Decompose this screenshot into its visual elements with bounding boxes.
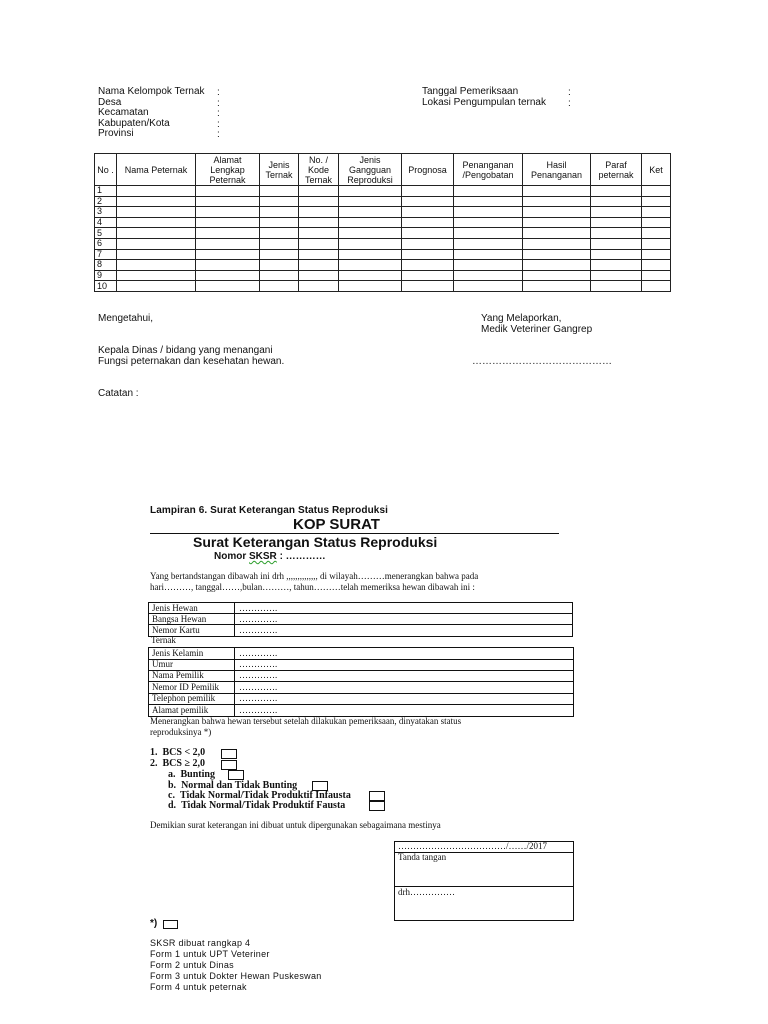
sub-letter: b. xyxy=(168,780,177,791)
table-row xyxy=(95,270,671,281)
label-tanggal-pemeriksaan: Tanggal Pemeriksaan xyxy=(422,86,519,97)
intro-line1: Yang bertandstangan dibawah ini drh ,,,,,,,,,,,,,, di wilayah………menerangkan bahwa pada xyxy=(150,571,479,581)
bcs-2-checkbox[interactable] xyxy=(221,760,237,770)
table-cell[interactable] xyxy=(523,281,591,292)
sub-a-checkbox[interactable] xyxy=(228,770,244,780)
footer-line: Form 3 untuk Dokter Hewan Puskeswan xyxy=(150,971,322,981)
label-kabupaten: Kabupaten/Kota xyxy=(98,117,170,129)
table-cell[interactable] xyxy=(299,260,339,271)
table-row xyxy=(95,228,671,239)
table-cell[interactable] xyxy=(454,217,523,228)
row-number: 10 xyxy=(95,281,117,292)
table-cell[interactable] xyxy=(523,238,591,249)
colon: : xyxy=(217,118,220,130)
table-cell[interactable] xyxy=(299,238,339,249)
table-cell[interactable] xyxy=(454,260,523,271)
table-cell[interactable] xyxy=(339,281,402,292)
table-cell[interactable] xyxy=(454,207,523,218)
table-cell[interactable] xyxy=(196,186,260,197)
field-value: …………. xyxy=(239,705,278,715)
field-table-top xyxy=(148,602,573,637)
col-header-prognosa: Prognosa xyxy=(402,154,454,186)
table-cell[interactable] xyxy=(117,238,196,249)
table-cell[interactable] xyxy=(642,238,671,249)
table-cell[interactable] xyxy=(339,186,402,197)
signature-date: ………………………………/……/2017 xyxy=(398,841,548,851)
table-cell[interactable] xyxy=(523,207,591,218)
table-cell[interactable] xyxy=(402,260,454,271)
table-cell[interactable] xyxy=(402,270,454,281)
colon: : xyxy=(217,129,220,141)
table-row xyxy=(95,260,671,271)
table-cell[interactable] xyxy=(299,186,339,197)
footer-line: Form 4 untuk peternak xyxy=(150,982,247,992)
field-label: Nemor ID Pemilik xyxy=(152,682,219,692)
table-cell[interactable] xyxy=(523,228,591,239)
row-number: 2 xyxy=(95,196,117,207)
colon: : xyxy=(217,108,220,120)
table-cell[interactable] xyxy=(299,196,339,207)
table-cell[interactable] xyxy=(402,238,454,249)
field-rule xyxy=(149,704,573,705)
nomor-word: SKSR xyxy=(249,551,277,562)
table-cell[interactable] xyxy=(196,207,260,218)
table-cell[interactable] xyxy=(591,217,642,228)
label-lokasi-pengumpulan: Lokasi Pengumpulan ternak xyxy=(422,96,546,108)
col-header-gangguan: Jenis Gangguan Reproduksi xyxy=(339,154,402,186)
table-cell[interactable] xyxy=(454,281,523,292)
sub-label: Tidak Normal/Tidak Produktif Infausta xyxy=(179,790,351,801)
table-cell[interactable] xyxy=(260,196,299,207)
kepala-dinas-line2: Fungsi peternakan dan kesehatan hewan. xyxy=(98,356,285,367)
table-cell[interactable] xyxy=(402,228,454,239)
table-cell[interactable] xyxy=(591,281,642,292)
row-number: 3 xyxy=(95,207,117,218)
row-number: 7 xyxy=(95,249,117,260)
field-value: …………. xyxy=(239,625,278,635)
sub-letter: a. xyxy=(168,769,176,780)
table-row xyxy=(95,281,671,292)
table-cell[interactable] xyxy=(454,196,523,207)
field-value: …………. xyxy=(239,682,278,692)
table-cell[interactable] xyxy=(454,186,523,197)
table-cell[interactable] xyxy=(339,196,402,207)
table-cell[interactable] xyxy=(523,249,591,260)
row-number: 5 xyxy=(95,228,117,239)
table-cell[interactable] xyxy=(117,196,196,207)
field-value: …………. xyxy=(239,614,278,624)
col-header-paraf: Paraf peternak xyxy=(591,154,642,186)
table-cell[interactable] xyxy=(454,270,523,281)
label-kecamatan: Kecamatan xyxy=(98,107,149,119)
colon: : xyxy=(217,97,220,109)
sksr-title: Surat Keterangan Status Reproduksi xyxy=(193,534,438,550)
table-cell[interactable] xyxy=(196,228,260,239)
table-cell[interactable] xyxy=(117,217,196,228)
row-number: 9 xyxy=(95,270,117,281)
table-cell[interactable] xyxy=(642,207,671,218)
tanda-tangan-label: Tanda tangan xyxy=(398,852,447,862)
mengetahui-label: Mengetahui, xyxy=(98,313,154,324)
table-row xyxy=(95,207,671,218)
table-cell[interactable] xyxy=(299,281,339,292)
col-header-ket: Ket xyxy=(642,154,671,186)
field-value: …………. xyxy=(239,670,278,680)
field-label: Nama Pemilik xyxy=(152,670,204,680)
col-header-penanganan: Penanganan /Pengobatan xyxy=(454,154,523,186)
table-cell[interactable] xyxy=(117,228,196,239)
table-cell[interactable] xyxy=(454,228,523,239)
table-cell[interactable] xyxy=(523,217,591,228)
table-cell[interactable] xyxy=(454,238,523,249)
table-cell[interactable] xyxy=(299,249,339,260)
field-label: Nemor Kartu xyxy=(152,625,200,635)
table-cell[interactable] xyxy=(642,260,671,271)
table-cell[interactable] xyxy=(117,270,196,281)
sub-letter: c. xyxy=(168,790,175,801)
field-value: …………. xyxy=(239,648,278,658)
table-cell[interactable] xyxy=(117,186,196,197)
field-rule xyxy=(149,624,572,625)
label-provinsi: Provinsi xyxy=(98,128,134,140)
catatan-label: Catatan : xyxy=(98,388,139,399)
table-cell[interactable] xyxy=(402,207,454,218)
drh-label: drh…………… xyxy=(398,887,455,897)
sksr-nomor xyxy=(214,551,326,562)
col-header-alamat: Alamat Lengkap Peternak xyxy=(196,154,260,186)
bcs-option-1 xyxy=(150,747,205,758)
table-cell[interactable] xyxy=(260,228,299,239)
table-cell[interactable] xyxy=(642,186,671,197)
table-cell[interactable] xyxy=(591,238,642,249)
bcs-label: BCS ≥ 2,0 xyxy=(162,758,205,769)
table-cell[interactable] xyxy=(117,207,196,218)
signature-box xyxy=(394,841,574,921)
table-header-row xyxy=(95,154,671,186)
col-header-nama-peternak: Nama Peternak xyxy=(117,154,196,186)
field-label-continued: Ternak xyxy=(151,635,176,645)
field-label: Bangsa Hewan xyxy=(152,614,207,624)
table-row xyxy=(95,186,671,197)
table-cell[interactable] xyxy=(196,270,260,281)
sub-label: Normal dan Tidak Bunting xyxy=(181,780,298,791)
col-header-jenis-ternak: Jenis Ternak xyxy=(260,154,299,186)
note-checkbox[interactable] xyxy=(163,920,178,929)
table-cell[interactable] xyxy=(642,270,671,281)
table-cell[interactable] xyxy=(591,186,642,197)
footer-line: Form 1 untuk UPT Veteriner xyxy=(150,949,270,959)
sub-label: Tidak Normal/Tidak Produktif Fausta xyxy=(181,800,346,811)
table-cell[interactable] xyxy=(591,260,642,271)
colon: : xyxy=(568,87,571,98)
table-cell[interactable] xyxy=(196,238,260,249)
sub-c-checkbox[interactable] xyxy=(369,791,385,801)
table-cell[interactable] xyxy=(196,260,260,271)
nomor-prefix: Nomor xyxy=(214,551,249,562)
table-cell[interactable] xyxy=(523,260,591,271)
table-cell[interactable] xyxy=(260,249,299,260)
field-rule xyxy=(149,613,572,614)
table-cell[interactable] xyxy=(402,281,454,292)
table-cell[interactable] xyxy=(642,249,671,260)
field-label: Umur xyxy=(152,659,173,669)
label-desa: Desa xyxy=(98,96,122,108)
table-cell[interactable] xyxy=(196,249,260,260)
table-cell[interactable] xyxy=(591,270,642,281)
row-number: 4 xyxy=(95,217,117,228)
table-cell[interactable] xyxy=(339,238,402,249)
table-cell[interactable] xyxy=(402,196,454,207)
field-label: Jenis Hewan xyxy=(152,603,198,613)
signature-dots: …………………………………… xyxy=(472,356,612,367)
field-label: Telephon pemilik xyxy=(152,693,216,703)
table-cell[interactable] xyxy=(523,196,591,207)
table-cell[interactable] xyxy=(339,228,402,239)
table-cell[interactable] xyxy=(642,228,671,239)
field-value: …………. xyxy=(239,693,278,703)
statement-line2: reproduksinya *) xyxy=(150,727,212,737)
nomor-suffix: : ………… xyxy=(276,551,326,562)
table-cell[interactable] xyxy=(260,260,299,271)
field-label: Jenis Kelamin xyxy=(152,648,204,658)
table-cell[interactable] xyxy=(117,249,196,260)
yang-melaporkan-label: Yang Melaporkan, xyxy=(481,313,562,324)
table-cell[interactable] xyxy=(523,186,591,197)
field-divider xyxy=(234,603,235,636)
table-cell[interactable] xyxy=(339,207,402,218)
bcs-option-2 xyxy=(150,758,205,769)
table-cell[interactable] xyxy=(196,217,260,228)
medik-veteriner-label: Medik Veteriner Gangrep xyxy=(481,323,593,335)
table-row xyxy=(95,238,671,249)
report-table xyxy=(94,153,671,292)
field-rule xyxy=(149,659,573,660)
table-cell[interactable] xyxy=(299,207,339,218)
table-cell[interactable] xyxy=(339,249,402,260)
table-cell[interactable] xyxy=(196,196,260,207)
row-number: 6 xyxy=(95,238,117,249)
field-value: …………. xyxy=(239,603,278,613)
table-cell[interactable] xyxy=(339,270,402,281)
table-cell[interactable] xyxy=(339,260,402,271)
statement-line1: Menerangkan bahwa hewan tersebut setelah dilakukan pemeriksaan, dinyatakan status xyxy=(150,716,462,726)
table-cell[interactable] xyxy=(642,217,671,228)
label-nama-kelompok: Nama Kelompok Ternak xyxy=(98,86,205,97)
table-cell[interactable] xyxy=(117,281,196,292)
field-rule xyxy=(149,670,573,671)
table-cell[interactable] xyxy=(260,270,299,281)
table-cell[interactable] xyxy=(642,196,671,207)
sub-d-checkbox[interactable] xyxy=(369,801,385,811)
field-value: …………. xyxy=(239,659,278,669)
bcs-num: 1. xyxy=(150,747,158,758)
table-cell[interactable] xyxy=(402,217,454,228)
table-cell[interactable] xyxy=(591,228,642,239)
table-cell[interactable] xyxy=(402,249,454,260)
table-cell[interactable] xyxy=(260,281,299,292)
sub-option-d xyxy=(168,800,345,811)
field-label: Alamat pemilik xyxy=(152,705,209,715)
lampiran-caption: Lampiran 6. Surat Keterangan Status Reproduksi xyxy=(150,505,388,516)
bcs-num: 2. xyxy=(150,758,158,769)
row-number: 8 xyxy=(95,260,117,271)
table-cell[interactable] xyxy=(591,249,642,260)
table-cell[interactable] xyxy=(454,249,523,260)
table-cell[interactable] xyxy=(260,217,299,228)
bcs-label: BCS < 2,0 xyxy=(162,747,206,758)
table-cell[interactable] xyxy=(299,228,339,239)
table-cell[interactable] xyxy=(299,270,339,281)
table-cell[interactable] xyxy=(117,260,196,271)
table-row xyxy=(95,217,671,228)
intro-line2: hari………, tanggal……,bulan………, tahun………telah memeriksa hewan dibawah ini : xyxy=(150,582,475,592)
table-cell[interactable] xyxy=(260,207,299,218)
table-row xyxy=(95,249,671,260)
note-mark: *) xyxy=(150,918,158,929)
footer-line: Form 2 untuk Dinas xyxy=(150,960,234,970)
sub-label: Bunting xyxy=(180,769,215,780)
colon: : xyxy=(217,87,220,98)
table-cell[interactable] xyxy=(402,186,454,197)
field-table-bottom xyxy=(148,647,574,717)
table-cell[interactable] xyxy=(591,207,642,218)
table-cell[interactable] xyxy=(260,186,299,197)
table-cell[interactable] xyxy=(523,270,591,281)
table-cell[interactable] xyxy=(299,217,339,228)
col-header-no: No . xyxy=(95,154,117,186)
table-cell[interactable] xyxy=(591,196,642,207)
sub-option-a xyxy=(168,769,215,780)
kepala-dinas-line1: Kepala Dinas / bidang yang menangani xyxy=(98,345,273,356)
footer-line: SKSR dibuat rangkap 4 xyxy=(150,938,251,948)
col-header-hasil: Hasil Penanganan xyxy=(523,154,591,186)
closing-statement: Demikian surat keterangan ini dibuat untuk dipergunakan sebagaimana mestinya xyxy=(150,820,441,830)
table-cell[interactable] xyxy=(339,217,402,228)
table-cell[interactable] xyxy=(642,281,671,292)
row-number: 1 xyxy=(95,186,117,197)
kop-surat-heading: KOP SURAT xyxy=(293,516,380,533)
bcs-1-checkbox[interactable] xyxy=(221,749,237,759)
table-row xyxy=(95,196,671,207)
table-cell[interactable] xyxy=(196,281,260,292)
sub-letter: d. xyxy=(168,800,177,811)
col-header-kode-ternak: No. / Kode Ternak xyxy=(299,154,339,186)
colon: : xyxy=(568,97,571,109)
table-cell[interactable] xyxy=(260,238,299,249)
